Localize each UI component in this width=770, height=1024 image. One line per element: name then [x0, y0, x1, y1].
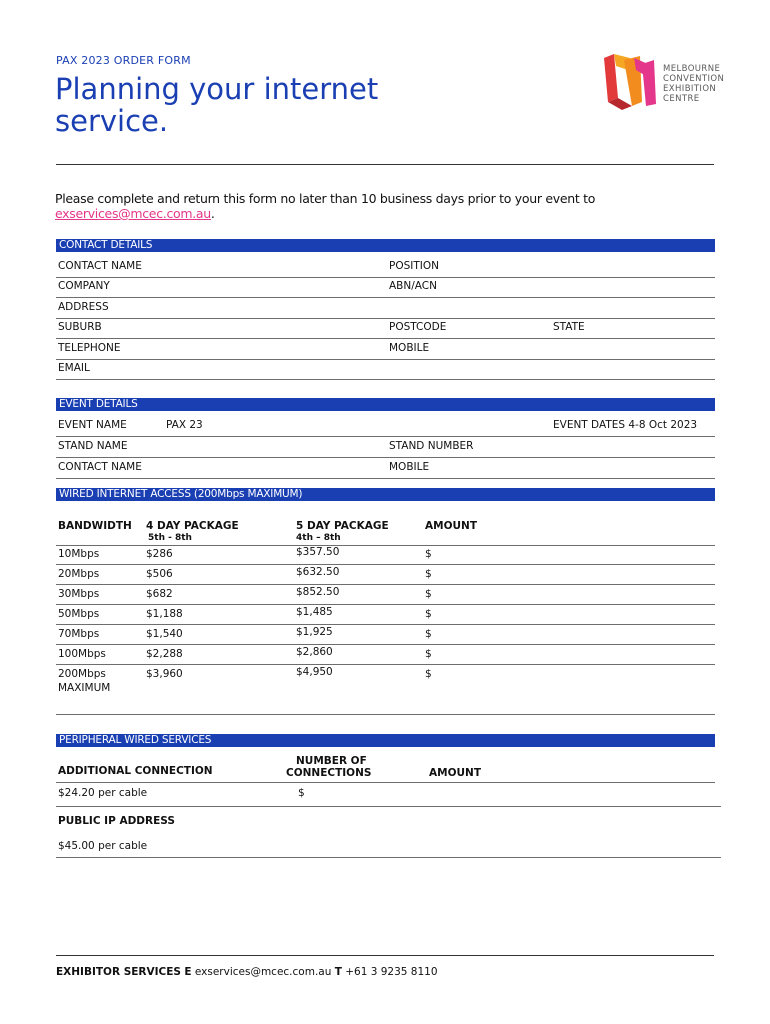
footer-contact: EXHIBITOR SERVICES E exservices@mcec.com.au T +61 3 9235 8110 [56, 966, 438, 978]
col-bandwidth: BANDWIDTH [58, 520, 132, 532]
address-label: ADDRESS [58, 301, 109, 313]
bandwidth-cell: 50Mbps [58, 608, 100, 620]
table-row [56, 714, 715, 715]
price-4day-cell: $506 [146, 568, 173, 580]
bandwidth-cell: 30Mbps [58, 588, 100, 600]
table-row [56, 604, 715, 605]
col-4day-dates: 5th - 8th [148, 533, 192, 543]
public-ip-label: PUBLIC IP ADDRESS [58, 815, 175, 827]
amount-cell[interactable]: $ [425, 668, 432, 680]
intro-text: Please complete and return this form no later than 10 business days prior to your event to exservices@mcec.com.au. [55, 191, 596, 221]
bandwidth-cell: 10Mbps [58, 548, 100, 560]
suburb-label: SUBURB [58, 321, 102, 333]
amount-cell[interactable]: $ [425, 608, 432, 620]
footer-email[interactable]: exservices@mcec.com.au [194, 966, 332, 978]
col-amount: AMOUNT [425, 520, 477, 532]
table-row [56, 584, 715, 585]
additional-connection-price: $24.20 per cable [58, 787, 148, 799]
peripheral-heading: PERIPHERAL WIRED SERVICES [56, 734, 715, 747]
price-5day-cell: $1,925 [296, 626, 333, 638]
telephone-label: TELEPHONE [58, 342, 121, 354]
public-ip-price: $45.00 per cable [58, 840, 148, 852]
table-header-rule [56, 545, 715, 546]
table-row [56, 564, 715, 565]
footer-phone: +61 3 9235 8110 [345, 966, 438, 978]
price-4day-cell: $1,540 [146, 628, 183, 640]
stand-number-label: STAND NUMBER [389, 440, 474, 452]
event-dates: EVENT DATES 4-8 Oct 2023 [553, 419, 698, 431]
event-row-rule[interactable] [56, 478, 715, 479]
footer-divider [56, 955, 714, 956]
price-4day-cell: $286 [146, 548, 173, 560]
table-row [56, 664, 715, 665]
event-contact-name-label: CONTACT NAME [58, 461, 142, 473]
header-divider [56, 164, 714, 165]
price-5day-cell: $4,950 [296, 666, 333, 678]
event-details-heading: EVENT DETAILS [56, 398, 715, 411]
col-5day-dates: 4th – 8th [296, 533, 341, 543]
connections-label: CONNECTIONS [286, 767, 372, 779]
intro-email-link[interactable]: exservices@mcec.com.au [55, 206, 211, 221]
contact-row-rule[interactable] [56, 359, 715, 360]
peripheral-row-rule[interactable] [56, 806, 721, 807]
bandwidth-cell: 200Mbps [58, 668, 106, 680]
amount-cell[interactable]: $ [425, 548, 432, 560]
event-name-label: EVENT NAME [58, 419, 127, 431]
postcode-label: POSTCODE [389, 321, 447, 333]
bandwidth-cell-extra: MAXIMUM [58, 682, 111, 694]
price-5day-cell: $1,485 [296, 606, 333, 618]
state-label: STATE [553, 321, 585, 333]
additional-connection-amount[interactable]: $ [298, 787, 305, 799]
col-4day: 4 DAY PACKAGE [146, 520, 239, 532]
contact-name-label: CONTACT NAME [58, 260, 142, 272]
col-5day: 5 DAY PACKAGE [296, 520, 389, 532]
contact-row-rule[interactable] [56, 277, 715, 278]
event-row-rule[interactable] [56, 436, 715, 437]
peripheral-amount-label: AMOUNT [429, 767, 481, 779]
mobile-label: MOBILE [389, 342, 430, 354]
amount-cell[interactable]: $ [425, 648, 432, 660]
contact-row-rule[interactable] [56, 379, 715, 380]
price-5day-cell: $2,860 [296, 646, 333, 658]
price-5day-cell: $632.50 [296, 566, 340, 578]
amount-cell[interactable]: $ [425, 588, 432, 600]
title-line-1: Planning your internet [55, 72, 379, 106]
event-name-value: PAX 23 [166, 419, 203, 431]
contact-row-rule[interactable] [56, 338, 715, 339]
email-label: EMAIL [58, 362, 90, 374]
abn-label: ABN/ACN [389, 280, 437, 292]
price-4day-cell: $2,288 [146, 648, 183, 660]
contact-row-rule[interactable] [56, 318, 715, 319]
position-label: POSITION [389, 260, 439, 272]
stand-name-label: STAND NAME [58, 440, 128, 452]
number-of-label: NUMBER OF [296, 755, 367, 767]
title-line-2: service. [55, 104, 169, 138]
peripheral-row-rule [56, 782, 715, 783]
peripheral-row-rule[interactable] [56, 857, 721, 858]
event-row-rule[interactable] [56, 457, 715, 458]
page-title [55, 73, 415, 137]
amount-cell[interactable]: $ [425, 628, 432, 640]
price-5day-cell: $357.50 [296, 546, 340, 558]
contact-details-heading: CONTACT DETAILS [56, 239, 715, 252]
logo-wordmark: MELBOURNE CONVENTION EXHIBITION CENTRE [663, 64, 725, 104]
amount-cell[interactable]: $ [425, 568, 432, 580]
bandwidth-cell: 100Mbps [58, 648, 106, 660]
form-kicker: PAX 2023 ORDER FORM [56, 54, 191, 67]
price-4day-cell: $1,188 [146, 608, 183, 620]
additional-connection-label: ADDITIONAL CONNECTION [58, 765, 213, 777]
wired-access-heading: WIRED INTERNET ACCESS (200Mbps MAXIMUM) [56, 488, 715, 501]
contact-row-rule[interactable] [56, 297, 715, 298]
bandwidth-cell: 20Mbps [58, 568, 100, 580]
price-5day-cell: $852.50 [296, 586, 340, 598]
table-row [56, 644, 715, 645]
company-label: COMPANY [58, 280, 110, 292]
table-row [56, 624, 715, 625]
event-mobile-label: MOBILE [389, 461, 430, 473]
bandwidth-cell: 70Mbps [58, 628, 100, 640]
price-4day-cell: $3,960 [146, 668, 183, 680]
price-4day-cell: $682 [146, 588, 173, 600]
